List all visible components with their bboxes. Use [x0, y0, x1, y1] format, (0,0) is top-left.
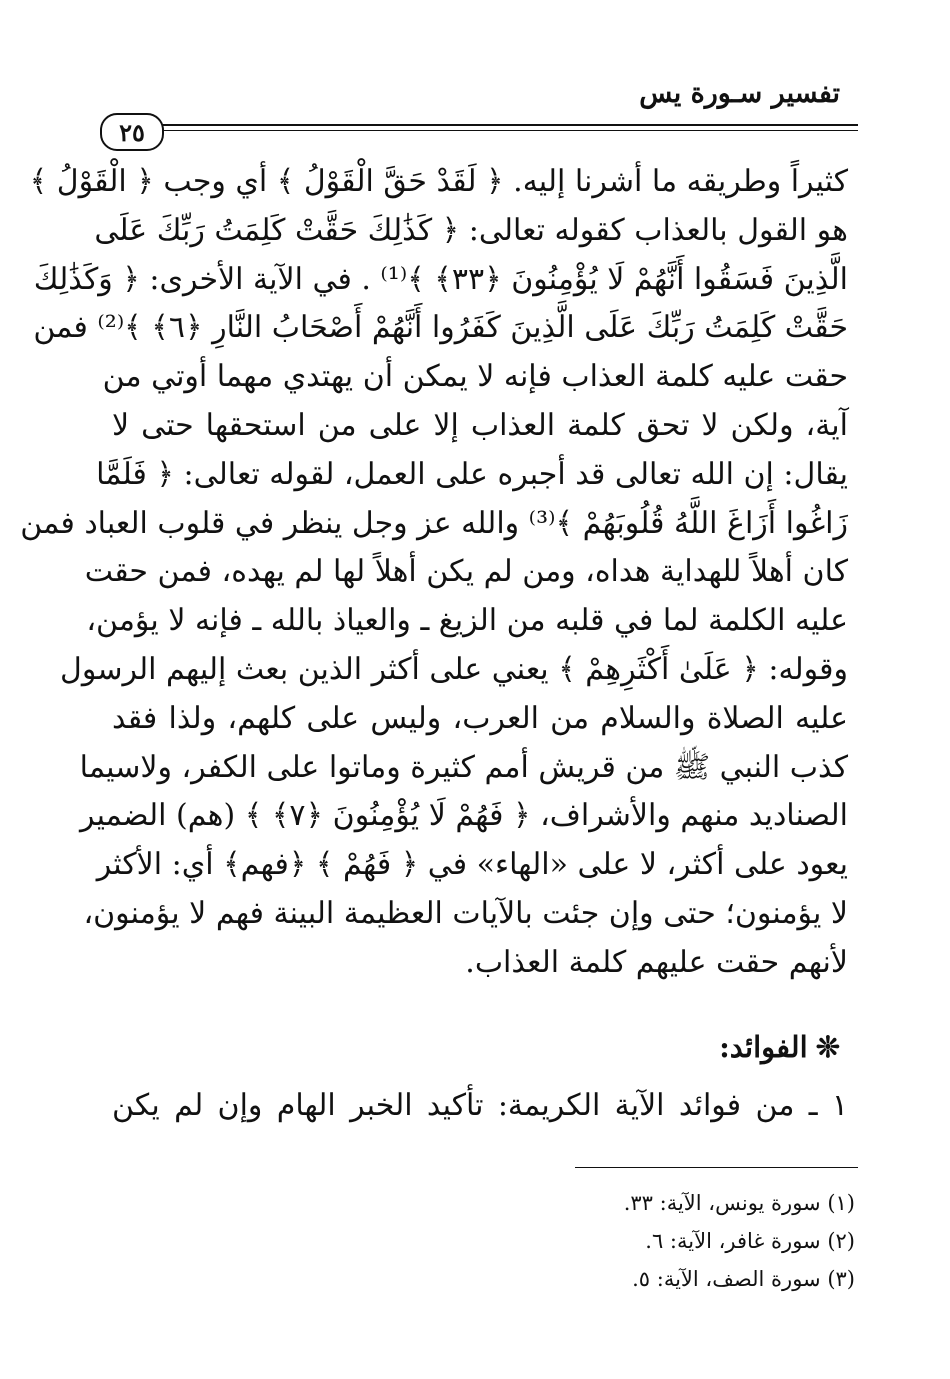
footnote-item: (١) سورة يونس، الآية: ٣٣.	[623, 1191, 855, 1215]
header-rule-thin	[160, 130, 858, 131]
body-line: زَاغُوا أَزَاغَ اللَّهُ قُلُوبَهُمْ ﴾⁽³⁾ والله عز وجل ينظر في قلوب العباد فمن	[20, 505, 848, 541]
body-line: كثيراً وطريقه ما أشرنا إليه. ﴿ لَقَدْ حَقَّ الْقَوْلُ ﴾ أي وجب ﴿ الْقَوْلُ ﴾	[29, 164, 848, 199]
body-line: يقال: إن الله تعالى قد أجبره على العمل، لقوله تعالى: ﴿ فَلَمَّا	[96, 456, 848, 492]
footnotes	[355, 1184, 855, 1298]
body-line: آية، ولكن لا تحق كلمة العذاب إلا على من استحقها حتى لا	[112, 407, 848, 443]
body-line: وقوله: ﴿ عَلَىٰ أَكْثَرِهِمْ ﴾ يعني على أكثر الذين بعث إليهم الرسول	[60, 651, 848, 687]
footnote-item: (٢) سورة غافر، الآية: ٦.	[645, 1229, 855, 1253]
tafsir-paragraph	[20, 158, 848, 988]
benefits-heading-label: الفوائد:	[719, 1030, 808, 1064]
body-line: عليه الصلاة والسلام من العرب، وليس على كلهم، ولذا فقد	[112, 700, 848, 736]
header-rule	[160, 124, 858, 126]
body-line: الَّذِينَ فَسَقُوا أَنَّهُمْ لَا يُؤْمِنُونَ ﴿٣٣﴾ ﴾⁽¹⁾ . في الآية الأخرى: ﴿ وَكَذَٰلِكَ	[33, 261, 848, 297]
body-line: كان أهلاً للهداية هداه، ومن لم يكن أهلاً لها لم يهده، فمن حقت	[84, 554, 848, 590]
body-line: حَقَّتْ كَلِمَتُ رَبِّكَ عَلَى الَّذِينَ كَفَرُوا أَنَّهُمْ أَصْحَابُ النَّارِ ﴿٦﴾ ﴾⁽²⁾ فمن	[33, 310, 848, 346]
benefits-heading	[719, 1030, 840, 1064]
body-line: هو القول بالعذاب كقوله تعالى: ﴿ كَذَٰلِكَ حَقَّتْ كَلِمَتُ رَبِّكَ عَلَى	[94, 212, 848, 248]
body-line: لا يؤمنون؛ حتى وإن جئت بالآيات العظيمة البينة فهم لا يؤمنون،	[83, 895, 848, 931]
benefit-point-1: ١ ـ من فوائد الآية الكريمة: تأكيد الخبر الهام وإن لم يكن	[112, 1088, 848, 1123]
footnote-separator	[575, 1167, 858, 1168]
asterisk-ornament-icon: ❊	[815, 1030, 840, 1064]
body-line: حقت عليه كلمة العذاب فإنه لا يمكن أن يهتدي مهما أوتي من	[102, 359, 848, 395]
running-header-title: تفسير سـورة يس	[639, 78, 840, 109]
body-line: كذب النبي ﷺ من قريش أمم كثيرة وماتوا على الكفر، ولاسيما	[79, 749, 848, 785]
body-line: يعود على أكثر، لا على «الهاء» في ﴿ فَهُمْ ﴾ ﴿فهم﴾ أي: الأكثر	[96, 847, 848, 883]
body-line: عليه الكلمة لما في قلبه من الزيغ ـ والعياذ بالله ـ فإنه لا يؤمن،	[86, 603, 848, 639]
body-line: لأنهم حقت عليهم كلمة العذاب.	[465, 944, 848, 980]
page-number-badge: ٢٥	[100, 113, 164, 151]
body-line: الصناديد منهم والأشراف، ﴿ فَهُمْ لَا يُؤْمِنُونَ ﴿٧﴾ ﴾ (هم) الضمير	[80, 798, 848, 834]
footnote-item: (٣) سورة الصف، الآية: ٥.	[632, 1267, 855, 1291]
